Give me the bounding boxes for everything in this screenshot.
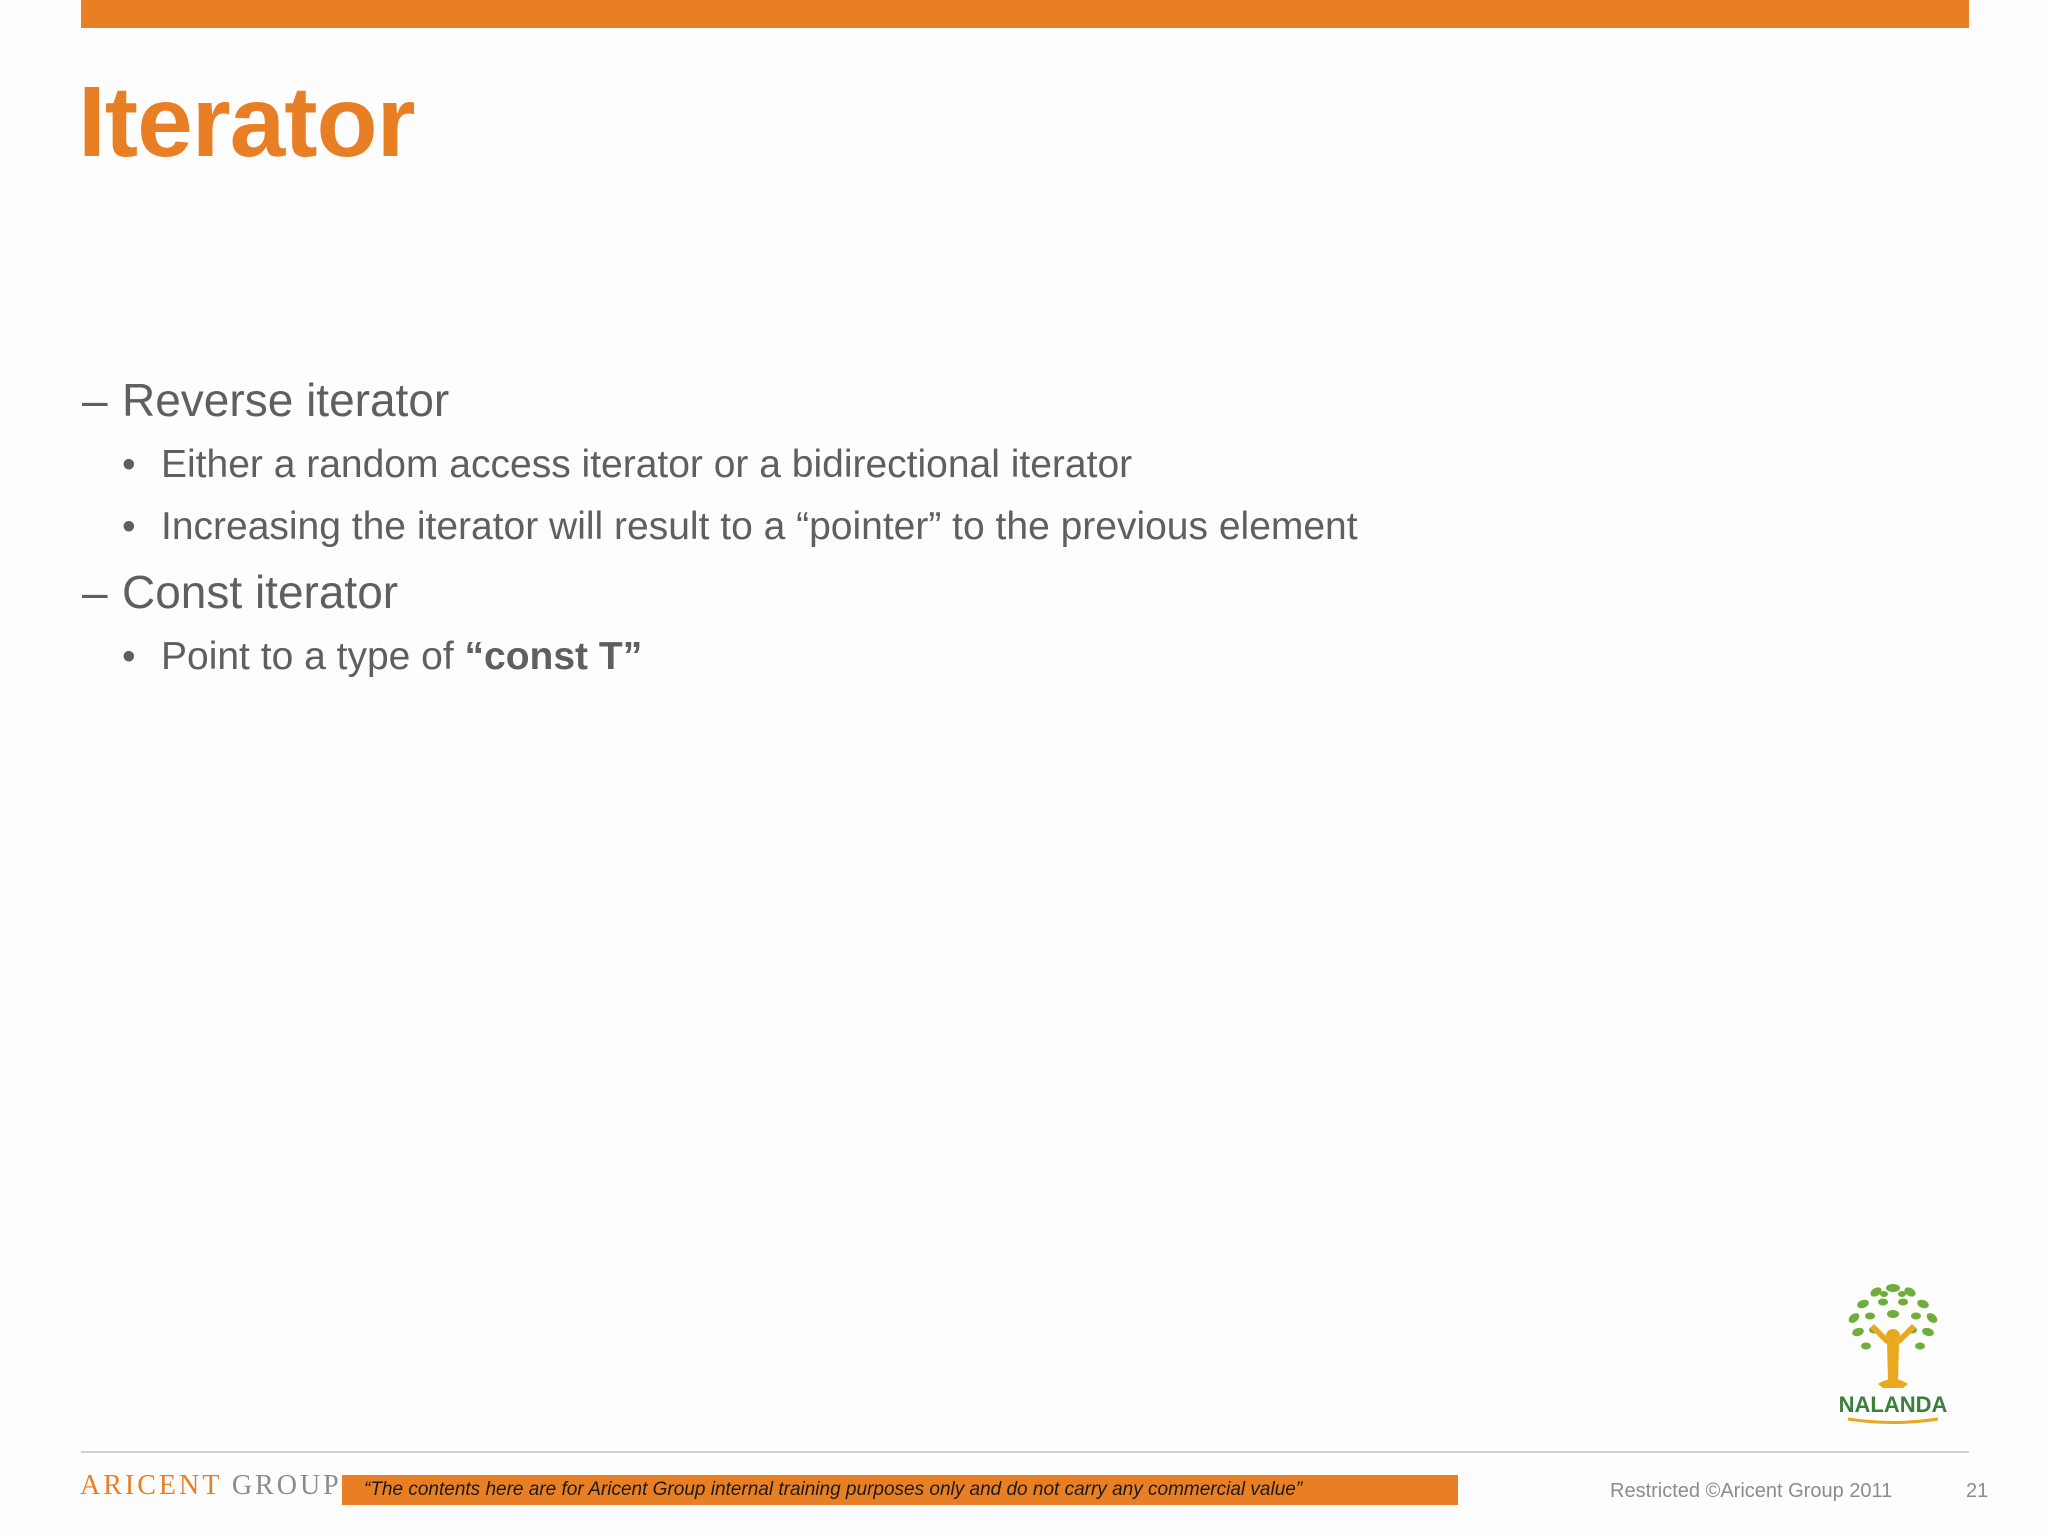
page-number: 21	[1966, 1480, 1989, 1502]
sub-bullet-bold-text: “const T”	[464, 635, 643, 678]
sub-bullet-const-t	[82, 632, 1782, 682]
slide-title: Iterator	[78, 66, 415, 178]
dash-marker: –	[82, 566, 108, 618]
tree-icon	[1808, 1266, 1978, 1436]
top-accent-bar	[81, 0, 1969, 28]
nalanda-logo-text: NALANDA	[1838, 1392, 1948, 1417]
bullet-const-iterator	[82, 564, 1782, 620]
bullet-reverse-iterator	[82, 372, 1782, 428]
brand-group: GROUP	[231, 1470, 342, 1501]
aricent-group-brand	[80, 1470, 342, 1502]
bullet-text: Reverse iterator	[122, 374, 450, 426]
nalanda-logo	[1808, 1266, 1978, 1436]
sub-bullet-text: Point to a type of	[161, 635, 465, 678]
dash-marker: –	[82, 374, 108, 426]
dot-marker: •	[122, 505, 136, 548]
sub-bullet-increasing	[82, 502, 1782, 552]
sub-bullet-random-access	[82, 440, 1782, 490]
footer-divider	[81, 1451, 1969, 1453]
dot-marker: •	[122, 443, 136, 486]
disclaimer-banner: “The contents here are for Aricent Group internal training purposes only and do not carry any commercial value”	[342, 1475, 1458, 1505]
sub-bullet-text: Increasing the iterator will result to a “pointer” to the previous element	[161, 505, 1358, 548]
brand-aricent: ARICENT	[80, 1470, 222, 1501]
sub-bullet-text: Either a random access iterator or a bidirectional iterator	[161, 443, 1133, 486]
restricted-copyright: Restricted ©Aricent Group 2011	[1610, 1480, 1893, 1502]
bullet-text: Const iterator	[122, 566, 399, 618]
slide-body	[82, 372, 1782, 682]
dot-marker: •	[122, 635, 136, 678]
